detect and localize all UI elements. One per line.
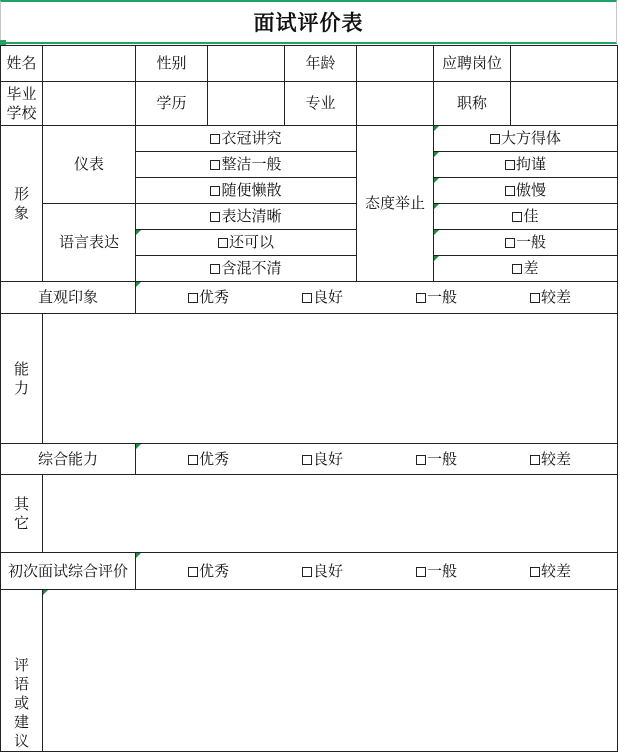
checkbox-empty-icon[interactable]	[505, 238, 515, 248]
ability-label: 能 力	[1, 314, 43, 444]
checkbox-empty-icon[interactable]	[512, 264, 522, 274]
attire-option-3[interactable]: 随便懒散	[136, 178, 357, 204]
rating-option-average[interactable]: 一般	[416, 450, 457, 469]
attitude-option-1[interactable]: 大方得体	[434, 126, 618, 152]
row-ability	[1, 314, 618, 444]
checkbox-empty-icon[interactable]	[210, 212, 220, 222]
rating-option-good[interactable]: 良好	[302, 562, 343, 581]
rating-option-poor[interactable]: 较差	[530, 562, 571, 581]
checkbox-empty-icon[interactable]	[530, 455, 540, 465]
comments-label: 评 语 或 建 议	[1, 590, 43, 752]
rating-option-excellent[interactable]: 优秀	[188, 450, 229, 469]
education-label: 学历	[136, 82, 208, 126]
title-bar	[0, 0, 617, 44]
rating-option-poor[interactable]: 较差	[530, 288, 571, 307]
first-evaluation-rating	[136, 553, 618, 590]
attitude-option-5[interactable]: 一般	[434, 230, 618, 256]
row-other	[1, 475, 618, 553]
checkbox-empty-icon[interactable]	[416, 455, 426, 465]
speech-option-3[interactable]: 含混不清	[136, 256, 357, 282]
interview-form-table	[0, 45, 618, 752]
checkbox-empty-icon[interactable]	[505, 160, 515, 170]
comments-cell[interactable]	[43, 590, 618, 752]
name-value-cell[interactable]	[43, 46, 136, 82]
checkbox-empty-icon[interactable]	[188, 567, 198, 577]
gender-value-cell[interactable]	[208, 46, 285, 82]
rating-option-good[interactable]: 良好	[302, 288, 343, 307]
other-notes-cell[interactable]	[43, 475, 618, 553]
row-basic-info	[1, 46, 618, 82]
attitude-option-4[interactable]: 佳	[434, 204, 618, 230]
position-label: 应聘岗位	[434, 46, 511, 82]
impression-label: 直观印象	[1, 282, 136, 314]
appearance-label: 形 象	[1, 126, 43, 282]
first-evaluation-label: 初次面试综合评价	[1, 553, 136, 590]
school-label: 毕业 学校	[1, 82, 43, 126]
attitude-option-6[interactable]: 差	[434, 256, 618, 282]
rating-option-poor[interactable]: 较差	[530, 450, 571, 469]
overall-ability-label: 综合能力	[1, 444, 136, 475]
major-label: 专业	[285, 82, 357, 126]
overall-ability-rating	[136, 444, 618, 475]
checkbox-empty-icon[interactable]	[416, 567, 426, 577]
checkbox-empty-icon[interactable]	[210, 134, 220, 144]
checkbox-empty-icon[interactable]	[302, 455, 312, 465]
education-value-cell[interactable]	[208, 82, 285, 126]
checkbox-empty-icon[interactable]	[512, 212, 522, 222]
row-impression	[1, 282, 618, 314]
checkbox-empty-icon[interactable]	[416, 293, 426, 303]
rating-option-average[interactable]: 一般	[416, 288, 457, 307]
attire-option-2[interactable]: 整洁一般	[136, 152, 357, 178]
checkbox-empty-icon[interactable]	[530, 293, 540, 303]
ability-notes-cell[interactable]	[43, 314, 618, 444]
rating-option-good[interactable]: 良好	[302, 450, 343, 469]
other-label: 其 它	[1, 475, 43, 553]
age-label: 年龄	[285, 46, 357, 82]
checkbox-empty-icon[interactable]	[218, 238, 228, 248]
gender-label: 性别	[136, 46, 208, 82]
attitude-option-3[interactable]: 傲慢	[434, 178, 618, 204]
major-value-cell[interactable]	[357, 82, 434, 126]
speech-option-1[interactable]: 表达清晰	[136, 204, 357, 230]
attire-label: 仪表	[43, 126, 136, 204]
checkbox-empty-icon[interactable]	[530, 567, 540, 577]
row-education	[1, 82, 618, 126]
checkbox-empty-icon[interactable]	[302, 567, 312, 577]
checkbox-empty-icon[interactable]	[210, 160, 220, 170]
row-comments	[1, 590, 618, 752]
checkbox-empty-icon[interactable]	[188, 293, 198, 303]
attire-option-1[interactable]: 衣冠讲究	[136, 126, 357, 152]
title-value-cell[interactable]	[511, 82, 618, 126]
speech-option-2[interactable]: 还可以	[136, 230, 357, 256]
form-title: 面试评价表	[253, 11, 364, 35]
checkbox-empty-icon[interactable]	[210, 186, 220, 196]
checkbox-empty-icon[interactable]	[505, 186, 515, 196]
checkbox-empty-icon[interactable]	[188, 455, 198, 465]
rating-option-average[interactable]: 一般	[416, 562, 457, 581]
title-label: 职称	[434, 82, 511, 126]
position-value-cell[interactable]	[511, 46, 618, 82]
row-overall-ability	[1, 444, 618, 475]
age-value-cell[interactable]	[357, 46, 434, 82]
attitude-option-2[interactable]: 拘谨	[434, 152, 618, 178]
attitude-label: 态度举止	[357, 126, 434, 282]
rating-option-excellent[interactable]: 优秀	[188, 288, 229, 307]
rating-option-excellent[interactable]: 优秀	[188, 562, 229, 581]
checkbox-empty-icon[interactable]	[302, 293, 312, 303]
checkbox-empty-icon[interactable]	[210, 264, 220, 274]
row-first-evaluation	[1, 553, 618, 590]
school-value-cell[interactable]	[43, 82, 136, 126]
speech-label: 语言表达	[43, 204, 136, 282]
checkbox-empty-icon[interactable]	[490, 134, 500, 144]
impression-rating	[136, 282, 618, 314]
name-label: 姓名	[1, 46, 43, 82]
